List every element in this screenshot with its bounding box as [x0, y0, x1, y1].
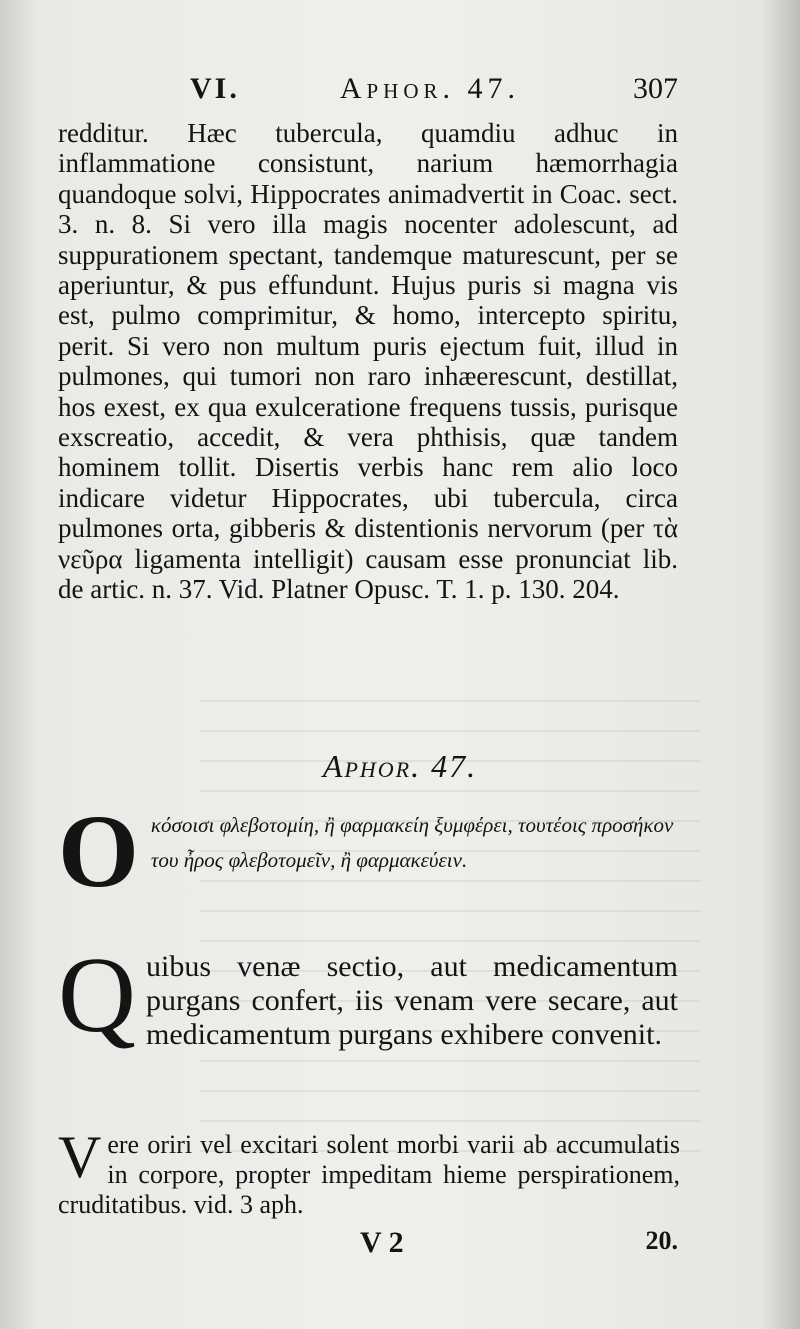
signature-mark: V 2 [360, 1226, 404, 1259]
catchword: 20. [645, 1226, 678, 1255]
latin-drop-cap: Q [58, 936, 136, 1055]
aphorism-label: Aphor. [322, 748, 422, 784]
aphorism-reference: Aphor. 47. [339, 72, 521, 105]
latin-aphorism-text: uibus venæ sectio, aut medicamentum purgans confert, iis venam vere secare, aut medicamentum purgans exhibere convenit. [146, 950, 678, 1051]
commentary-drop-cap: V [58, 1124, 102, 1190]
running-head [190, 72, 680, 106]
section-number: VI. [190, 72, 240, 105]
aphorism-number: 47. [431, 748, 478, 784]
latin-aphorism [58, 936, 678, 1055]
commentary-top [58, 118, 678, 605]
page-number: 307 [633, 72, 678, 105]
aphorism-heading [0, 748, 800, 785]
commentary-bottom-text: ere oriri vel excitari solent morbi varii ab accumulatis in corpore, propter impeditam hieme perspirationem, cruditatibus. vid. 3 aph. [58, 1130, 680, 1219]
greek-aphorism-text: κόσοισι φλεβοτομίη, ἢ φαρμακείη ξυμφέρει, τουτέοις προσήκον του ἦρος φλεβοτομεῖν, ἢ φαρμακεύειν. [150, 813, 674, 872]
commentary-top-text: redditur. Hæc tubercula, quamdiu adhuc in inflammatione consistunt, narium hæmorrhagia quandoque solvi, Hippocrates animadvertit in Coac. sect. 3. n. 8. Si vero illa magis nocenter adolescunt, ad suppurationem spectant, tandemque maturescunt, per se aperiuntur, & pus effundunt. Hujus puris si magna vis est, pulmo comprimitur, & homo, intercepto spiritu, perit. Si vero non multum puris ejectum fuit, illud in pulmones, qui tumori non raro inhæerescunt, destillat, hos exest, ex qua exulceratione frequens tussis, purisque exscreatio, accedit, & vera phthisis, quæ tandem hominem tollit. Disertis verbis hanc rem alio loco indicare videtur Hippocrates, ubi tubercula, circa pulmones orta, gibberis & distentionis nervorum (per τὰ νεῦρα ligamenta intelligit) causam esse pronunciat lib. de artic. n. 37. Vid. Platner Opusc. T. 1. p. 130. 204. [58, 118, 678, 605]
greek-aphorism [58, 794, 678, 909]
commentary-bottom [58, 1124, 680, 1220]
greek-drop-cap: O [58, 794, 139, 909]
